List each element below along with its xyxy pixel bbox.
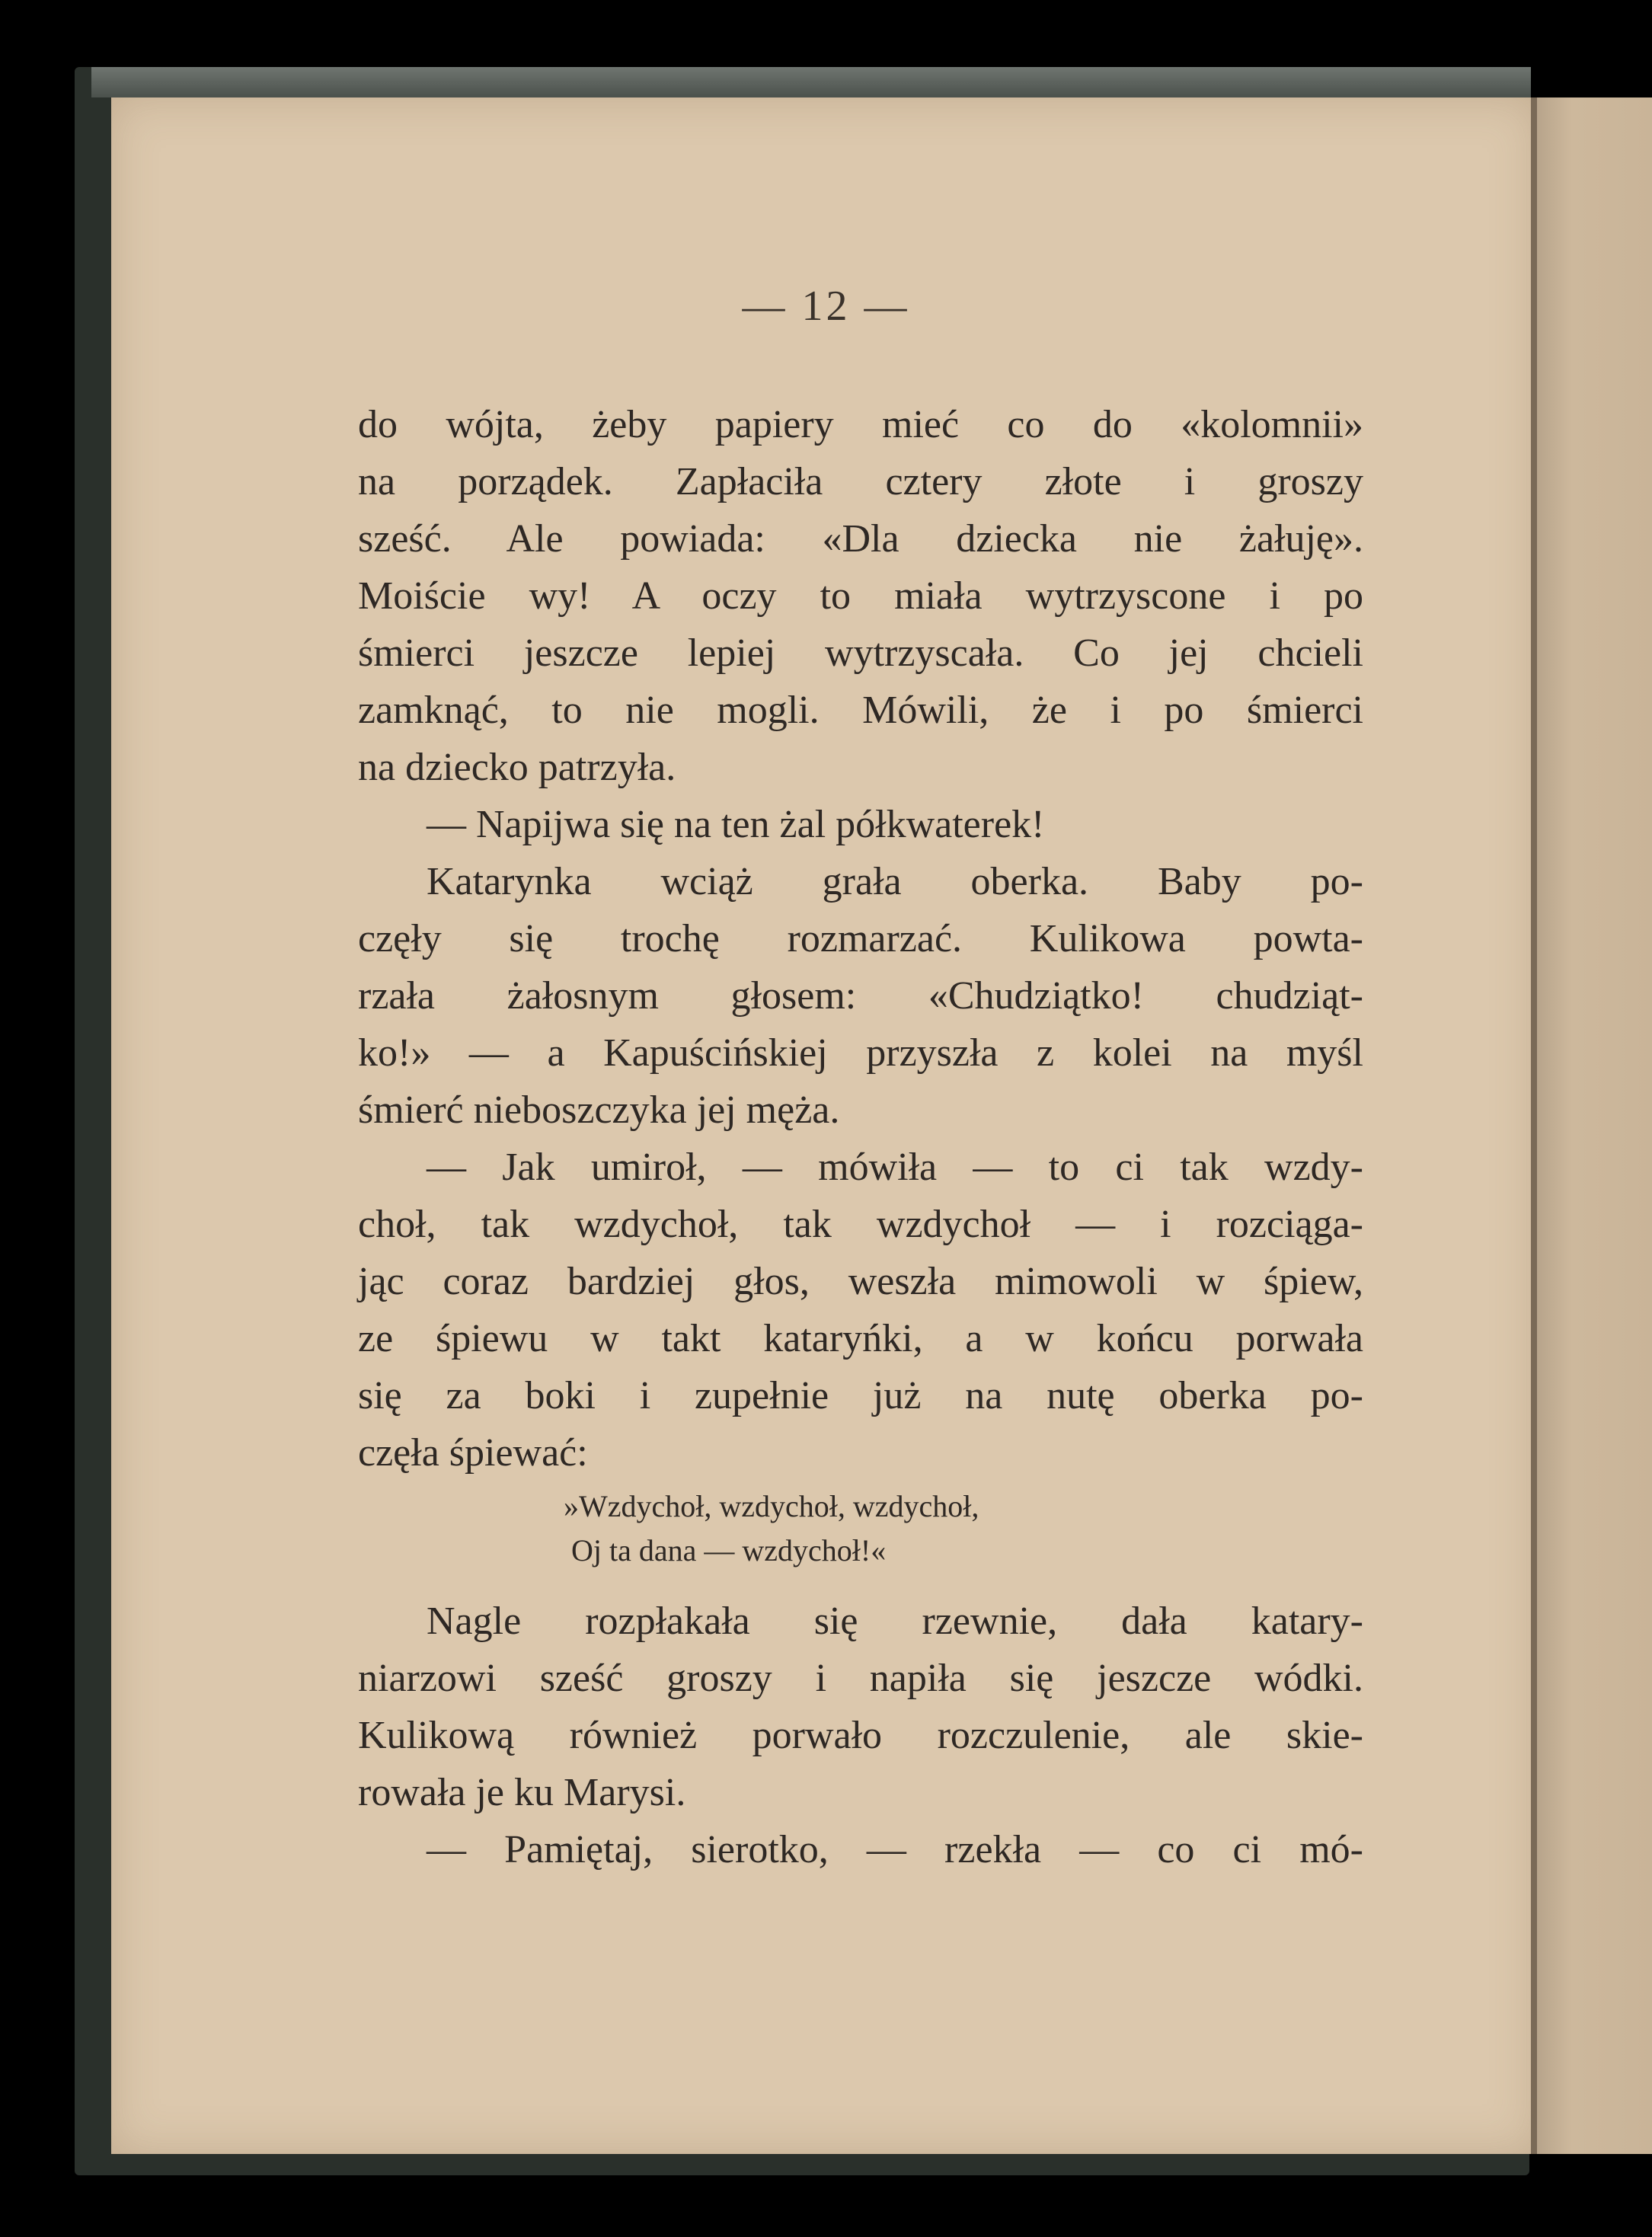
text-line: ko!» — a Kapuścińskiej przyszła z kolei na myśl xyxy=(358,1031,1363,1075)
text-line: częła śpiewać: xyxy=(358,1431,588,1475)
verse-line: »Wzdychoł, wzdychoł, wzdychoł, xyxy=(564,1489,979,1523)
text-line: — Napijwa się na ten żal półkwaterek! xyxy=(427,803,1045,846)
paragraph xyxy=(358,1139,1363,1481)
text-line: Katarynka wciąż grała oberka. Baby po- xyxy=(427,860,1363,903)
paragraph xyxy=(358,853,1363,1139)
text-line: zamknąć, to nie mogli. Mówili, że i po śmierci xyxy=(358,689,1363,732)
text-line: jąc coraz bardziej głos, weszła mimowoli w śpiew, xyxy=(358,1260,1363,1303)
page-text xyxy=(358,396,1363,1878)
verse xyxy=(358,1484,1363,1573)
text-line: się za boki i zupełnie już na nutę oberka po- xyxy=(358,1374,1363,1417)
text-line: Nagle rozpłakała się rzewnie, dała katary- xyxy=(427,1599,1363,1643)
text-line: na porządek. Zapłaciła cztery złote i groszy xyxy=(358,460,1363,503)
text-line: rowała je ku Marysi. xyxy=(358,1771,686,1814)
book-cover-top-edge xyxy=(91,67,1531,97)
text-line: Kulikową również porwało rozczulenie, ale skie- xyxy=(358,1714,1363,1757)
text-line: śmierci jeszcze lepiej wytrzyscała. Co jej chcieli xyxy=(358,631,1363,675)
text-line: niarzowi sześć groszy i napiła się jeszcze wódki. xyxy=(358,1657,1363,1700)
text-line: — Pamiętaj, sierotko, — rzekła — co ci mó- xyxy=(427,1828,1363,1871)
text-line: ze śpiewu w takt kataryńki, a w końcu porwała xyxy=(358,1317,1363,1360)
paragraph xyxy=(358,1593,1363,1821)
paragraph xyxy=(358,796,1363,853)
text-line: Moiście wy! A oczy to miała wytrzyscone i po xyxy=(358,574,1363,618)
text-line: choł, tak wzdychoł, tak wzdychoł — i rozciąga- xyxy=(358,1203,1363,1246)
text-line: częły się trochę rozmarzać. Kulikowa powta- xyxy=(358,917,1363,960)
page-number: — 12 — xyxy=(742,283,910,330)
text-line: śmierć nieboszczyka jej męża. xyxy=(358,1088,840,1132)
text-line: na dziecko patrzyła. xyxy=(358,746,676,789)
paragraph xyxy=(358,396,1363,796)
text-line: rzała żałosnym głosem: «Chudziątko! chudziąt- xyxy=(358,974,1363,1018)
verse-line: Oj ta dana — wzdychoł!« xyxy=(571,1533,887,1567)
text-line: — Jak umiroł, — mówiła — to ci tak wzdy- xyxy=(427,1146,1363,1189)
text-line: sześć. Ale powiada: «Dla dziecka nie żałuję». xyxy=(358,517,1363,561)
paragraph xyxy=(358,1821,1363,1878)
text-line: do wójta, żeby papiery mieć co do «kolomnii» xyxy=(358,403,1363,446)
next-page-sliver xyxy=(1537,97,1652,2154)
